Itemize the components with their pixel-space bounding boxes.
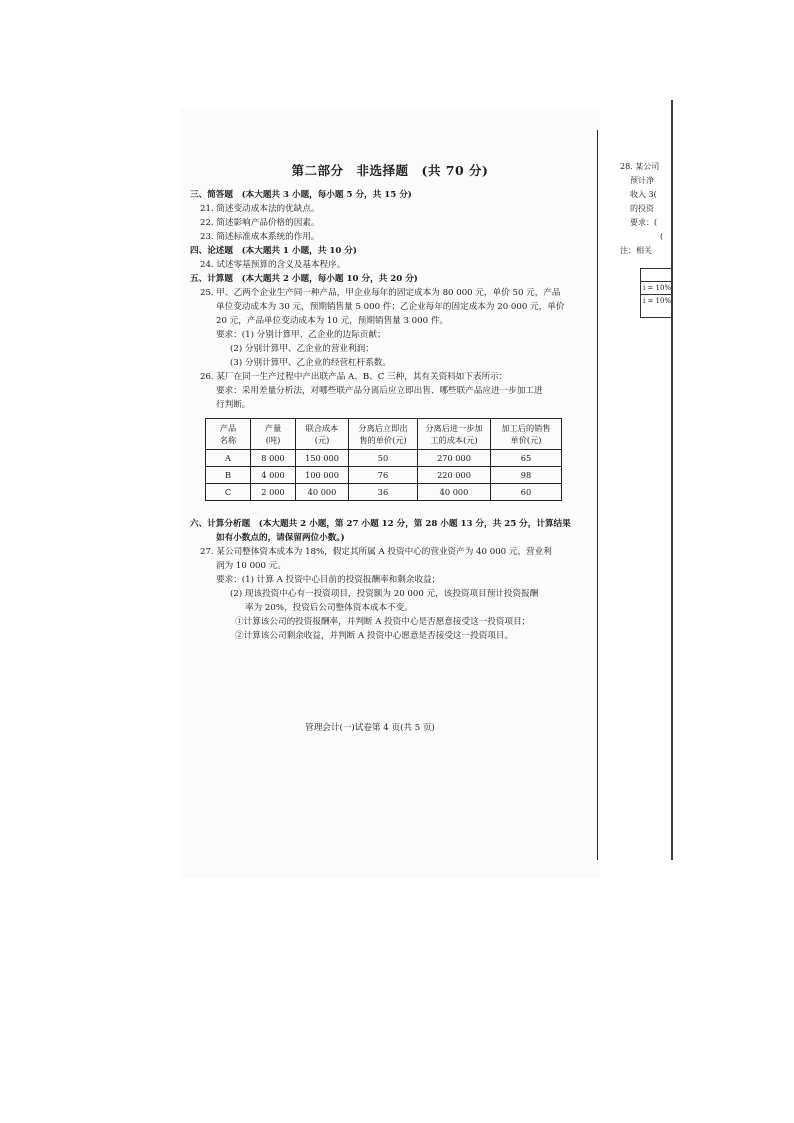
question-27-sub2: ②计算该公司剩余收益，并判断 A 投资中心愿意是否接受这一投资项目。	[235, 631, 514, 641]
question-21: 21. 简述变动成本法的优缺点。	[200, 204, 320, 214]
right-page-line: 注：相关	[620, 246, 652, 255]
section-3-heading: 三、简答题 (本大题共 3 小题，每小题 5 分，共 15 分)	[190, 190, 412, 200]
table-header-row	[206, 419, 562, 450]
right-page-column	[620, 160, 672, 258]
table-cell: 60	[491, 484, 562, 501]
table-row	[206, 467, 562, 484]
table-cell: 40 000	[296, 484, 349, 501]
section-6-heading-line1: 六、计算分析题 (本大题共 2 小题，第 27 小题 12 分，第 28 小题 13 分，共 25 分，计算结果	[190, 519, 571, 529]
question-22: 22. 简述影响产品价格的因素。	[200, 218, 320, 228]
table-cell: 50	[349, 450, 418, 467]
right-page-line: 收入 3(	[630, 190, 657, 199]
table-cell: B	[206, 467, 251, 484]
table-cell: 100 000	[296, 467, 349, 484]
table-cell: 40 000	[418, 484, 491, 501]
table-cell: 2 000	[251, 484, 296, 501]
right-page-line: 28. 某公司	[620, 162, 660, 171]
question-27-line2: 润为 10 000 元。	[216, 561, 286, 571]
right-page-line: 的投资	[630, 204, 654, 213]
section-5-heading: 五、计算题 (本大题共 2 小题，每小题 10 分，共 20 分)	[190, 274, 418, 284]
table-cell: 4 000	[251, 467, 296, 484]
table-row	[206, 484, 562, 501]
table-cell: 150 000	[296, 450, 349, 467]
question-27-req2-line1: (2) 现该投资中心有一投资项目，投资额为 20 000 元，该投资项目预计投资报酬	[230, 589, 539, 599]
table-cell: 76	[349, 467, 418, 484]
question-24: 24. 试述零基预算的含义及基本程序。	[200, 260, 346, 270]
question-26-line1: 26. 某厂在同一生产过程中产出联产品 A、B、C 三种，其有关资料如下表所示：	[200, 372, 508, 382]
table-row	[206, 450, 562, 467]
page-divider	[597, 130, 598, 860]
section-6-heading-line2: 如有小数点的，请保留两位小数。)	[216, 533, 345, 543]
table-header-cell: 联合成本 (元)	[296, 419, 349, 450]
table-cell: A	[206, 450, 251, 467]
table-cell: 270 000	[418, 450, 491, 467]
section-4-heading: 四、论述题 (本大题共 1 小题，共 10 分)	[190, 246, 357, 256]
table-cell: 65	[491, 450, 562, 467]
question-25-line2: 单位变动成本为 30 元，预期销售量 5 000 件；乙企业每年的固定成本为 20 000 元，单价	[216, 302, 565, 312]
table-cell: 8 000	[251, 450, 296, 467]
question-25-line1: 25. 甲、乙两个企业生产同一种产品，甲企业每年的固定成本为 80 000 元，单价 50 元，产品	[200, 288, 561, 298]
table-header-cell: 产品 名称	[206, 419, 251, 450]
right-table-row: i = 10%	[643, 297, 672, 305]
table-header-cell: 产量 (吨)	[251, 419, 296, 450]
right-page-line: 预计净	[630, 176, 654, 185]
question-25-req2: (2) 分别计算甲、乙企业的营业利润；	[230, 344, 374, 354]
question-27-req1: 要求：(1) 计算 A 投资中心目前的投资报酬率和剩余收益；	[216, 575, 441, 585]
part-title: 第二部分 非选择题 (共 70 分)	[291, 163, 489, 178]
right-page-line: (	[660, 232, 664, 241]
table-cell: 220 000	[418, 467, 491, 484]
right-page-table	[640, 268, 672, 318]
question-25-line3: 20 元，产品单位变动成本为 10 元，预期销售量 3 000 件。	[216, 316, 449, 326]
table-cell: 36	[349, 484, 418, 501]
question-27-sub1: ①计算该公司的投资报酬率，并判断 A 投资中心是否愿意接受这一投资项目；	[235, 617, 531, 627]
right-page-line: 要求：(	[630, 218, 658, 227]
question-26-line2: 要求：采用差量分析法，对哪些联产品分离后应立即出售、哪些联产品应进一步加工进	[216, 386, 543, 396]
table-cell: C	[206, 484, 251, 501]
question-27-line1: 27. 某公司整体资本成本为 18%，假定其所属 A 投资中心的营业资产为 40 000 元，营业利	[200, 547, 552, 557]
table-header-cell: 分离后进一步加 工的成本(元)	[418, 419, 491, 450]
right-table-row: i = 10%	[641, 282, 672, 295]
question-26-line3: 行判断。	[216, 400, 251, 410]
page-footer: 管理会计(一)试卷第 4 页(共 5 页)	[305, 723, 435, 733]
joint-product-table	[205, 418, 562, 501]
question-25-req1: 要求：(1) 分别计算甲、乙企业的边际贡献；	[216, 330, 386, 340]
question-27-req2-line2: 率为 20%，投资后公司整体资本成本不变。	[245, 603, 413, 613]
question-25-req3: (3) 分别计算甲、乙企业的经营杠杆系数。	[230, 358, 391, 368]
table-header-cell: 分离后立即出 售的单价(元)	[349, 419, 418, 450]
exam-page	[190, 160, 590, 643]
table-cell: 98	[491, 467, 562, 484]
question-23: 23. 简述标准成本系统的作用。	[200, 232, 320, 242]
table-header-cell: 加工后的销售 单价(元)	[491, 419, 562, 450]
right-table-row	[641, 269, 672, 282]
